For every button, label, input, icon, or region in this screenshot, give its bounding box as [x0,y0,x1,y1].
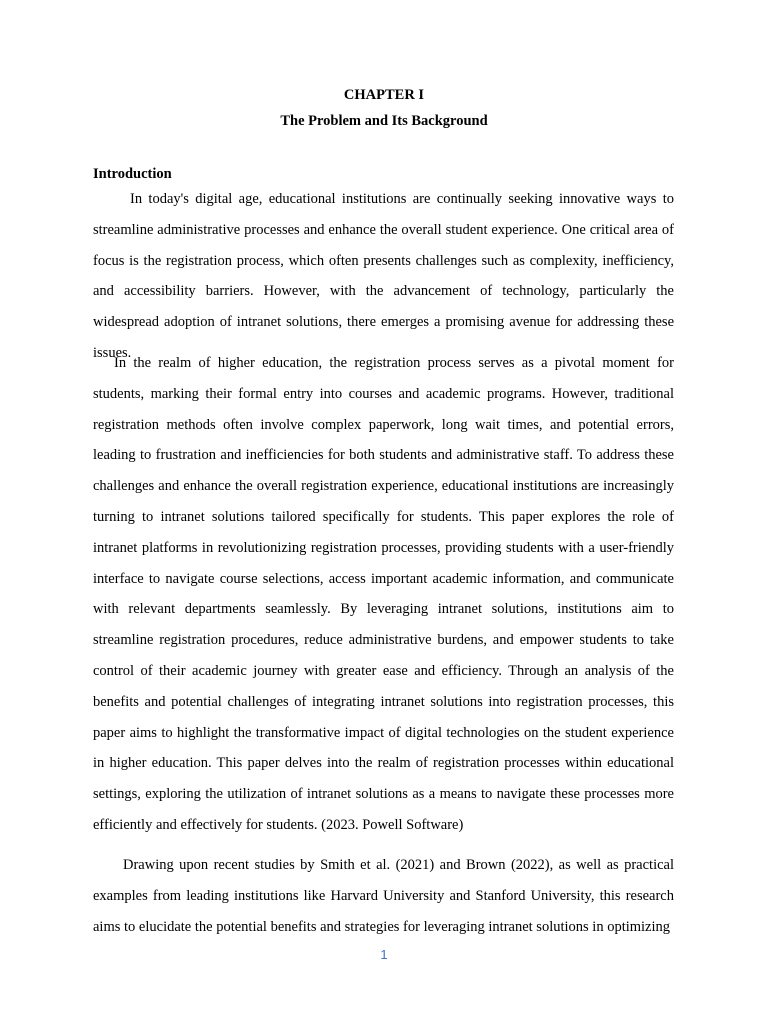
paragraph-3: Drawing upon recent studies by Smith et al. (2021) and Brown (2022), as well as practical examples from leading institutions like Harvard University and Stanford University, this research aims to elucidate the potential benefits and strategies for leveraging intranet solutions in optimizing [93,857,674,935]
paragraph-2: In the realm of higher education, the registration process serves as a pivotal moment for students, marking their formal entry into courses and academic programs. However, traditional registration methods often involve complex paperwork, long wait times, and potential errors, leading to frustration and inefficiencies for both students and administrative staff. To address these challenges and enhance the overall registration experience, educational institutions are increasingly turning to intranet solutions tailored specifically for students. This paper explores the role of intranet platforms in revolutionizing registration processes, providing students with a user-friendly interface to navigate course selections, access important academic information, and communicate with relevant departments seamlessly. By leveraging intranet solutions, institutions aim to streamline registration procedures, reduce administrative burdens, and empower students to take control of their academic journey with greater ease and efficiency. Through an analysis of the benefits and potential challenges of integrating intranet solutions into registration processes, this paper aims to highlight the transformative impact of digital technologies on the student experience in higher education. This paper delves into the realm of registration processes within educational settings, exploring the utilization of intranet solutions as a means to navigate these processes more efficiently and effectively for students. (2023. Powell Software) [93,355,674,833]
chapter-subtitle: The Problem and Its Background [280,113,488,129]
paragraph-1: In today's digital age, educational institutions are continually seeking innovative ways to streamline administrative processes and enhance the overall student experience. One critical area of focus is the registration process, which often presents challenges such as complexity, inefficiency, and accessibility barriers. However, with the advancement of technology, particularly the widespread adoption of intranet solutions, there emerges a promising avenue for addressing these issues. [93,191,674,361]
page-number: 1 [380,947,388,962]
section-heading: Introduction [93,166,172,182]
chapter-title: CHAPTER I [343,87,425,103]
